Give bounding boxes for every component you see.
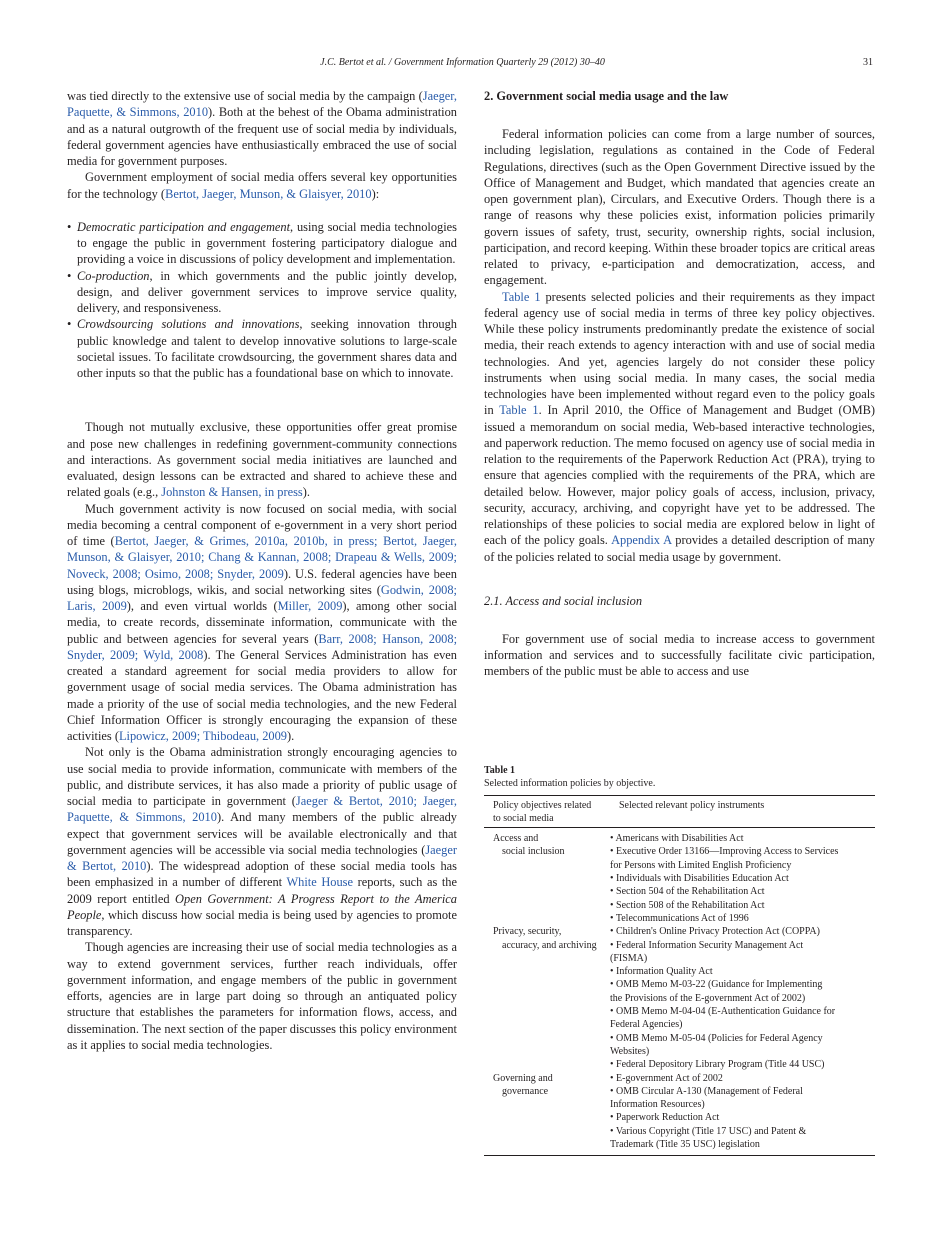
paragraph: Much government activity is now focused on social media, with social media becoming a central component of e-government in a very short period of time (Bertot, Jaeger, & Grimes, 2010a, 2010b, in press; Bertot, Jaeger, Munson, & Glaisyer, 2010; Chang & Kannan, 2008; Drapeau & Wells, 2009; Noveck, 2008; Osimo, 2008; Snyder, 2009). U.S. federal agencies have been using blogs, microblogs, wikis, and social networking sites (Godwin, 2008; Laris, 2009), and even virtual worlds (Miller, 2009), among other social media, to create records, disseminate information, communicate with the public and between agencies for several years (Barr, 2008; Hanson, 2008; Snyder, 2009; Wyld, 2008). The General Services Administration has even created a standard agreement for social media providers to allow for government usage of social media services. The Obama administration has made a priority of the use of social media technologies, and the new Federal Chief Information Officer is strongly encouraging the expansion of these activities (Lipowicz, 2009; Thibodeau, 2009). [67, 501, 458, 743]
instruments-cell: • E-government Act of 2002 • OMB Circular A-130 (Management of Federal Information Resources) • Paperwork Reduction Act • Various Copyright (Title 17 USC) and Patent & Trademark (Title 35 USC) legislation [610, 1072, 807, 1151]
table-row [484, 925, 875, 1071]
table-header [484, 796, 875, 828]
paragraph: Though not mutually exclusive, these opportunities offer great promise and pose new challenges in redefining government-community connections and interactions. As government social media initiatives are launched and evaluated, design lessons can be extracted and shared to achieve these and related goals (e.g., Johnston & Hansen, in press). [67, 420, 457, 500]
opportunity-list [67, 219, 457, 382]
paragraph: was tied directly to the extensive use of social media by the campaign (Jaeger, Paquette, & Simmons, 2010). Both at the behest of the Obama administration and as a natural outgrowth of the frequent use of social media by individuals, federal government agencies have enthusiastically embraced the use of social media for government purposes. [67, 89, 457, 168]
citation-link[interactable]: Jaeger & Bertot, 2010 [67, 842, 457, 873]
report-title: Open Government: A Progress Report to the America People [67, 891, 457, 922]
citation-link[interactable]: Johnston & Hansen, in press [161, 485, 303, 500]
objective-cell: Privacy, security, accuracy, and archiving [493, 926, 597, 951]
paragraph: Not only is the Obama administration strongly encouraging agencies to use social media to provide information, communicate with members of the public, and distribute services, it has also made a priority of public usage of social media to participate in government (Jaeger & Bertot, 2010; Jaeger, Paquette, & Simmons, 2010). And many members of the public already expect that government services will be available electronically and that government agencies will be accessible via social media technologies (Jaeger & Bertot, 2010). The widespread adoption of these social media tools has been emphasized in a number of different White House reports, such as the 2009 report entitled Open Government: A Progress Report to the America People, which discuss how social media is being used by agencies to promote transparency. [67, 745, 458, 938]
column-header-objectives: Policy objectives related to social media [493, 799, 592, 824]
table-row [484, 832, 875, 925]
running-title: J.C. Bertot et al. / Government Information Quarterly 29 (2012) 30–40 [320, 57, 605, 68]
list-item: • Co-production, in which governments and the public jointly develop, design, and deliver government services to improve service quality, delivery, and responsiveness. [67, 268, 457, 317]
instruments-cell: • Children's Online Privacy Protection Act (COPPA) • Federal Information Security Management Act (FISMA) • Information Quality Act • OMB Memo M-03-22 (Guidance for Implementing the Provisions of the E-government Act of 2002) • OMB Memo M-04-04 (E-Authentication Guidance for Federal Agencies) • OMB Memo M-05-04 (Policies for Federal Agency Websites) • Federal Depository Library Program (Title 44 USC) [610, 926, 836, 1071]
list-item: • Crowdsourcing solutions and innovations, seeking innovation through public knowledge and talent to develop innovative solutions to large-scale societal issues. To facilitate crowdsourcing, the government shares data and other inputs so that the public has a foundational base on which to innovate. [67, 316, 457, 381]
objective-cell: Access and social inclusion [493, 833, 565, 858]
left-column [67, 88, 457, 1053]
list-item: • Democratic participation and engagement, using social media technologies to engage the public in government fostering participatory dialogue and providing a voice in discussions of policy development and implementation. [67, 219, 457, 268]
citation-link[interactable]: Lipowicz, 2009; Thibodeau, 2009 [118, 729, 288, 743]
citation-link[interactable]: Bertot, Jaeger, & Grimes, 2010a, 2010b, in press; Bertot, Jaeger, Munson, & Glaisyer, 2010; Chang & Kannan, 2008; Drapeau & Wells, 2009; Noveck, 2008; Osimo, 2008; Snyder, 2009 [67, 534, 457, 581]
objective-cell: Governing and governance [493, 1072, 553, 1097]
citation-link[interactable]: Jaeger, Paquette, & Simmons, 2010 [67, 89, 457, 120]
paragraph: Though agencies are increasing their use of social media technologies as a way to extend government services, further reach individuals, offer government information, and engage members of the public in government efforts, agencies are in large part doing so through an antiquated policy structure that establishes the parameters for information flows, access, and dissemination. The next section of the paper discusses this policy environment as it applies to social media technologies. [67, 940, 457, 1052]
column-header-instruments: Selected relevant policy instruments [619, 799, 765, 811]
table-bottom-rule [484, 1155, 875, 1156]
instruments-cell: • Americans with Disabilities Act • Executive Order 13166—Improving Access to Services for Persons with Limited English Proficiency • Individuals with Disabilities Education Act • Section 504 of the Rehabilitation Act • Section 508 of the Rehabilitation Act • Telecommunications Act of 1996 [610, 833, 839, 924]
citation-link[interactable]: Miller, 2009 [277, 599, 343, 613]
paragraph: Government employment of social media offers several key opportunities for the technology (Bertot, Jaeger, Munson, & Glaisyer, 2010): [67, 170, 457, 201]
paragraph: For government use of social media to increase access to government information and services and to successfully facilitate civic participation, members of the public must be able to access and use [484, 631, 875, 679]
table-label: Table 1 [484, 765, 516, 776]
paragraph: Table 1 presents selected policies and their requirements as they impact federal agency use of social media in terms of three key policy objectives. While these policy instruments predominantly predate the existence of social media, their reach extends to agency interaction with and use of social media technologies. And yet, agencies largely do not consider these policy instruments when using social media. In many cases, the social media technologies have been implemented without regard even to the policy goals in Table 1. In April 2010, the Office of Management and Budget (OMB) issued a memorandum on social media, Web-based interactive technologies, and paperwork reduction. The memo focused on agency use of social media in relation to the requirements of the Paperwork Reduction Act (PRA), trying to ensure that agencies complied with the requirements of the PRA, which are detailed below. However, major policy goals of access, inclusion, privacy, security, accuracy, archiving, and copyright have yet to be addressed. The relationships of these policies to social media are explored below in light of each of the policy goals. Appendix A provides a detailed description of many of the policies related to social media usage by government. [484, 289, 876, 564]
subsection-heading: 2.1. Access and social inclusion [484, 593, 643, 608]
paragraph: Federal information policies can come from a large number of sources, including legislation, regulations as contained in the Code of Federal Regulations, directives (such as the Open Government Directive issued by the Office of Management and Budget, which mandated that agencies create an open government plan), Circulars, and Executive Orders. Though there is a range of reasons why these policies exist, information policies primarily govern issues of safety, trust, security, ownership rights, social inclusion, participation, and record keeping. Within these broader topics are critical areas related to privacy, e-participation and democratization, access, and engagement. [484, 127, 875, 288]
table-body [484, 828, 875, 1155]
table-caption: Selected information policies by objective. [484, 778, 656, 790]
table-ref-link[interactable]: Table 1 [502, 289, 541, 304]
section-heading: 2. Government social media usage and the law [484, 89, 729, 103]
page-number: 31 [863, 57, 873, 68]
citation-link[interactable]: Barr, 2008; Hanson, 2008; Snyder, 2009; Wyld, 2008 [67, 631, 458, 662]
citation-link[interactable]: Bertot, Jaeger, Munson, & Glaisyer, 2010 [165, 186, 372, 201]
right-column [484, 88, 875, 680]
citation-link[interactable]: Jaeger & Bertot, 2010; Jaeger, Paquette, & Simmons, 2010 [67, 794, 457, 825]
appendix-link[interactable]: Appendix A [611, 533, 672, 548]
white-house-link[interactable]: White House [286, 875, 353, 890]
table-ref-link[interactable]: Table 1 [499, 403, 539, 418]
table-row [484, 1072, 875, 1152]
running-head [0, 57, 925, 73]
table-1 [484, 764, 875, 1156]
citation-link[interactable]: Godwin, 2008; Laris, 2009 [67, 582, 457, 613]
